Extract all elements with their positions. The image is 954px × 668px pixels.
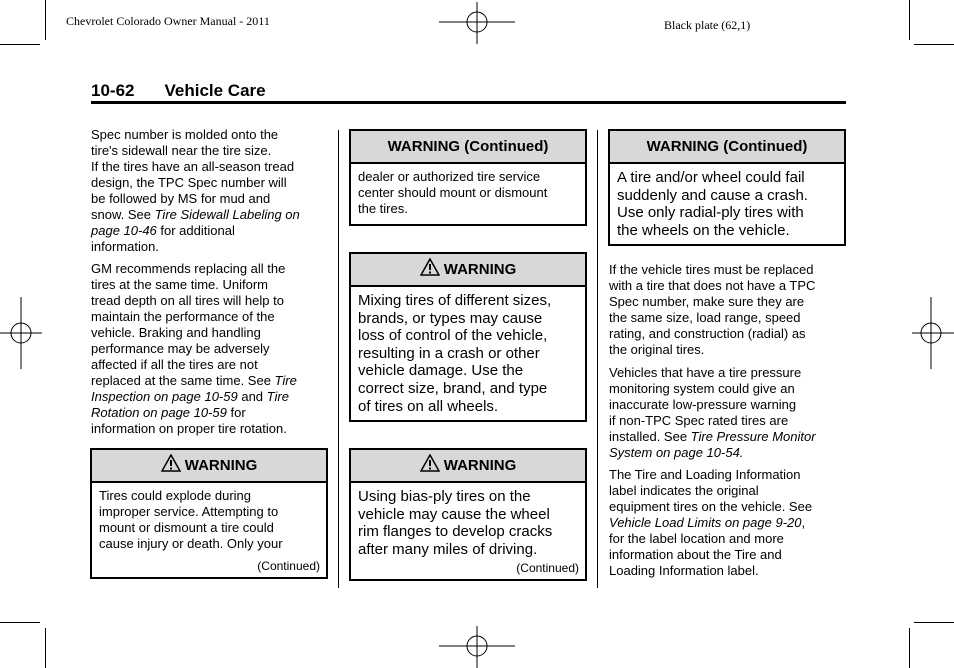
text-line: the tires. <box>358 201 408 216</box>
text-line <box>91 207 336 223</box>
text-line: equipment tires on the vehicle. See <box>609 499 813 514</box>
text-line: vehicle damage. Use the <box>358 362 524 380</box>
text-line: GM recommends replacing all the <box>91 261 286 276</box>
text-line: rim flanges to develop cracks <box>358 523 553 541</box>
warning-body <box>351 164 585 217</box>
crop-mark <box>0 622 40 623</box>
cross-reference-link[interactable]: Rotation on page 10-59 <box>91 405 227 420</box>
warning-triangle-icon <box>420 258 440 276</box>
cross-reference-link[interactable]: Vehicle Load Limits on page 9-20 <box>609 515 802 530</box>
column-divider <box>338 130 339 588</box>
text-line: for the label location and more <box>609 531 784 546</box>
warning-header <box>92 450 326 483</box>
text-line: information about the Tire and <box>609 547 782 562</box>
text-line: the wheels on the vehicle. <box>617 221 790 239</box>
text-line: tire's sidewall near the tire size. <box>91 143 272 158</box>
text-line: monitoring system could give an <box>609 381 795 396</box>
warning-triangle-icon <box>420 454 440 472</box>
warning-header: WARNING (Continued) <box>351 131 585 164</box>
crop-mark <box>914 622 954 623</box>
plate-label: Black plate (62,1) <box>664 18 751 32</box>
warning-box <box>349 448 587 581</box>
text-line: after many miles of driving. <box>358 540 538 558</box>
registration-mark-bottom <box>437 624 517 668</box>
cross-reference-link[interactable]: Tire Pressure Monitor <box>690 429 816 444</box>
warning-title: WARNING <box>443 261 517 278</box>
warning-header <box>351 450 585 483</box>
warning-triangle-icon <box>161 454 181 472</box>
text-run: for additional <box>156 223 235 238</box>
text-line <box>609 445 849 461</box>
text-line: rating, and construction (radial) as <box>609 326 806 341</box>
section-title: Vehicle Care <box>164 81 266 100</box>
warning-title: WARNING <box>184 457 258 474</box>
page-heading <box>91 81 266 101</box>
text-line: resulting in a crash or other <box>358 344 540 362</box>
paragraph-loading-label <box>609 467 849 579</box>
crop-mark <box>909 628 910 668</box>
text-run: and <box>237 389 267 404</box>
paragraph-replace-all <box>91 261 336 437</box>
crop-mark <box>45 0 46 40</box>
text-line: improper service. Attempting to <box>99 504 279 519</box>
text-line <box>609 515 849 531</box>
warning-box-continued <box>608 129 846 246</box>
column-divider <box>597 130 598 588</box>
text-line: dealer or authorized tire service <box>358 169 541 184</box>
text-line: mount or dismount a tire could <box>99 520 274 535</box>
cross-reference-link[interactable]: Inspection on page 10-59 <box>91 389 238 404</box>
text-line: Spec number is molded onto the <box>91 127 279 142</box>
warning-box <box>90 448 328 579</box>
warning-title: WARNING <box>443 457 517 474</box>
crop-mark <box>45 628 46 668</box>
warning-body <box>92 483 326 552</box>
text-line: cause injury or death. Only your <box>99 536 283 551</box>
continued-label: (Continued) <box>257 559 320 573</box>
continued-label: (Continued) <box>516 561 579 575</box>
section-number: 10-62 <box>91 81 135 100</box>
text-line: Tires could explode during <box>99 488 251 503</box>
text-line: of tires on all wheels. <box>358 397 499 415</box>
crop-mark <box>0 44 40 45</box>
paragraph-tpms <box>609 365 849 461</box>
paragraph-tpc-spec <box>91 127 336 255</box>
warning-body <box>610 164 844 239</box>
text-line: the original tires. <box>609 342 705 357</box>
text-run: snow. See <box>91 207 155 222</box>
cross-reference-link[interactable]: Tire <box>266 389 289 404</box>
text-line: Loading Information label. <box>609 563 759 578</box>
text-line: the same size, load range, speed <box>609 310 801 325</box>
text-run: replaced at the same time. See <box>91 373 275 388</box>
text-line: The Tire and Loading Information <box>609 467 801 482</box>
text-line: vehicle may cause the wheel <box>358 505 550 523</box>
text-line: design, the TPC Spec number will <box>91 175 287 190</box>
text-line: tires at the same time. Uniform <box>91 277 268 292</box>
text-line: Mixing tires of different sizes, <box>358 292 552 309</box>
text-line: tread depth on all tires will help to <box>91 293 284 308</box>
text-line: Vehicles that have a tire pressure <box>609 365 802 380</box>
text-line: label indicates the original <box>609 483 759 498</box>
text-line: vehicle. Braking and handling <box>91 325 261 340</box>
crop-mark <box>909 0 910 40</box>
registration-mark-right <box>910 295 954 371</box>
warning-box <box>349 252 587 422</box>
text-line: maintain the performance of the <box>91 309 275 324</box>
text-line: be followed by MS for mud and <box>91 191 271 206</box>
text-run: , <box>801 515 806 530</box>
registration-mark-top <box>437 2 517 46</box>
text-line: information on proper tire rotation. <box>91 421 287 436</box>
text-line: correct size, brand, and type <box>358 379 548 397</box>
text-line: suddenly and cause a crash. <box>617 186 808 204</box>
text-line <box>609 429 849 445</box>
manual-title: Chevrolet Colorado Owner Manual - 2011 <box>66 14 270 28</box>
warning-box-continued <box>349 129 587 226</box>
cross-reference-link[interactable]: Tire <box>274 373 297 388</box>
text-line: If the tires have an all-season tread <box>91 159 295 174</box>
cross-reference-link[interactable]: System on page 10-54. <box>609 445 744 460</box>
warning-body <box>351 287 585 415</box>
text-line: brands, or types may cause <box>358 309 543 327</box>
cross-reference-link[interactable]: page 10-46 <box>91 223 157 238</box>
text-line: Using bias-ply tires on the <box>358 488 531 505</box>
text-line: Spec number, make sure they are <box>609 294 805 309</box>
text-line: center should mount or dismount <box>358 185 548 200</box>
text-line <box>91 223 336 239</box>
text-line: affected if all the tires are not <box>91 357 258 372</box>
text-line: loss of control of the vehicle, <box>358 327 548 345</box>
text-line: inaccurate low-pressure warning <box>609 397 797 412</box>
text-line: information. <box>91 239 159 254</box>
text-line: A tire and/or wheel could fail <box>617 169 805 186</box>
text-run: for <box>226 405 246 420</box>
text-run: installed. See <box>609 429 691 444</box>
warning-header: WARNING (Continued) <box>610 131 844 164</box>
text-line: if non-TPC Spec rated tires are <box>609 413 789 428</box>
text-line: If the vehicle tires must be replaced <box>609 262 814 277</box>
warning-header <box>351 254 585 287</box>
text-line <box>91 373 336 389</box>
cross-reference-link[interactable]: Tire Sidewall Labeling on <box>154 207 300 222</box>
text-line: performance may be adversely <box>91 341 270 356</box>
registration-mark-left <box>0 295 44 371</box>
warning-body <box>351 483 585 558</box>
crop-mark <box>914 44 954 45</box>
text-line: with a tire that does not have a TPC <box>609 278 816 293</box>
paragraph-non-tpc <box>609 262 849 358</box>
text-line <box>91 389 336 405</box>
text-line <box>91 405 336 421</box>
heading-rule <box>91 101 846 104</box>
text-line: Use only radial-ply tires with <box>617 204 804 222</box>
